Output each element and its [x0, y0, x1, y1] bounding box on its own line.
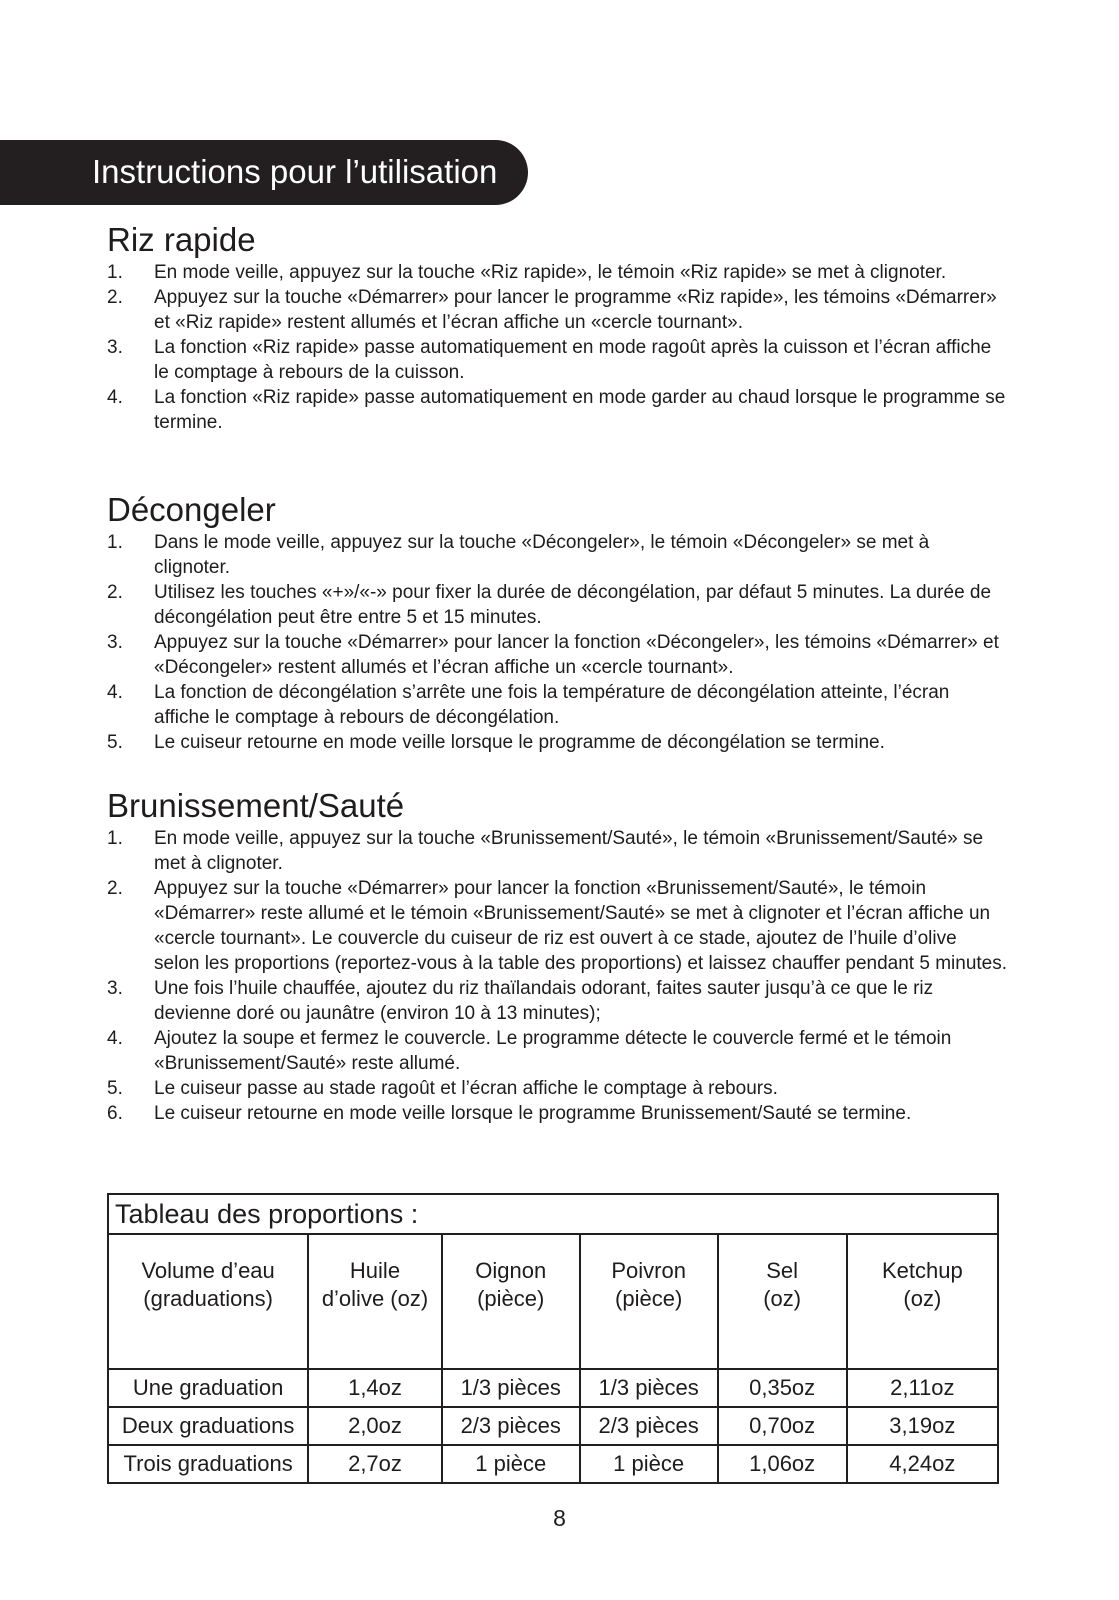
table-cell: Deux graduations: [108, 1407, 308, 1445]
table-cell: 0,70oz: [718, 1407, 847, 1445]
step-item: [107, 285, 1007, 335]
step-item: [107, 730, 1007, 755]
column-header-line: (graduations): [143, 1286, 273, 1311]
column-header-line: Volume d’eau: [141, 1258, 275, 1283]
step-text: En mode veille, appuyez sur la touche «Brunissement/Sauté», le témoin «Brunissement/Sauté» se met à clignoter.: [154, 828, 984, 874]
step-item: [107, 385, 1007, 435]
step-text: La fonction de décongélation s’arrête une fois la température de décongélation atteinte, l’écran affiche le comptage à rebours de décongélation.: [154, 682, 950, 728]
column-header-line: (oz): [763, 1286, 802, 1311]
step-number: 3.: [107, 978, 123, 999]
steps-list: [107, 260, 1007, 435]
table-cell: 2,7oz: [308, 1445, 442, 1483]
table-cell: 1,4oz: [308, 1369, 442, 1407]
step-item: [107, 876, 1007, 976]
table-row: [108, 1445, 998, 1483]
column-header: [442, 1234, 580, 1369]
table-caption: Tableau des proportions :: [108, 1194, 998, 1234]
table-cell: Une graduation: [108, 1369, 308, 1407]
table-cell: 2/3 pièces: [442, 1407, 580, 1445]
step-number: 6.: [107, 1103, 123, 1124]
step-item: [107, 826, 1007, 876]
step-number: 2.: [107, 878, 123, 899]
step-text: Le cuiseur passe au stade ragoût et l’écran affiche le comptage à rebours.: [154, 1078, 778, 1099]
step-text: La fonction «Riz rapide» passe automatiquement en mode garder au chaud lorsque le programme se termine.: [154, 387, 1006, 433]
table-cell: Trois graduations: [108, 1445, 308, 1483]
step-number: 1.: [107, 262, 123, 283]
table-cell: 3,19oz: [847, 1407, 998, 1445]
step-text: Dans le mode veille, appuyez sur la touche «Décongeler», le témoin «Décongeler» se met à clignoter.: [154, 532, 930, 578]
column-header-line: d’olive (oz): [321, 1286, 429, 1311]
step-text: Appuyez sur la touche «Démarrer» pour lancer le programme «Riz rapide», les témoins «Démarrer» et «Riz rapide» restent allumés et l’écran affiche un «cercle tournant».: [154, 287, 997, 333]
step-text: Le cuiseur retourne en mode veille lorsque le programme de décongélation se termine.: [154, 732, 885, 753]
table-cell: 1,06oz: [718, 1445, 847, 1483]
table-cell: 4,24oz: [847, 1445, 998, 1483]
step-item: [107, 1101, 1007, 1126]
page-number: 8: [553, 1505, 566, 1531]
step-item: [107, 976, 1007, 1026]
step-number: 4.: [107, 682, 123, 703]
step-number: 3.: [107, 632, 123, 653]
step-item: [107, 530, 1007, 580]
section-riz-rapide: [107, 222, 1007, 435]
step-text: Une fois l’huile chauffée, ajoutez du riz thaïlandais odorant, faites sauter jusqu’à ce que le riz devienne doré ou jaunâtre (environ 10 à 13 minutes);: [154, 978, 934, 1024]
section-title: Riz rapide: [107, 221, 256, 258]
step-number: 2.: [107, 287, 123, 308]
column-header-line: Oignon: [475, 1258, 547, 1283]
table-cell: 2,11oz: [847, 1369, 998, 1407]
table-cell: 2/3 pièces: [580, 1407, 718, 1445]
step-number: 2.: [107, 582, 123, 603]
page-header-banner: [0, 140, 528, 205]
column-header-line: Poivron: [611, 1258, 686, 1283]
table-cell: 1 pièce: [580, 1445, 718, 1483]
steps-list: [107, 530, 1007, 755]
table-caption-row: [108, 1194, 998, 1234]
step-text: Appuyez sur la touche «Démarrer» pour lancer la fonction «Décongeler», les témoins «Démarrer» et «Décongeler» restent allumés et l’écran affiche un «cercle tournant».: [154, 632, 999, 678]
column-header-line: Huile: [349, 1258, 401, 1283]
step-text: En mode veille, appuyez sur la touche «Riz rapide», le témoin «Riz rapide» se met à clignoter.: [154, 262, 947, 283]
table-cell: 2,0oz: [308, 1407, 442, 1445]
step-text: Appuyez sur la touche «Démarrer» pour lancer la fonction «Brunissement/Sauté», le témoin «Démarrer» reste allumé et le témoin «Brunissement/Sauté» se met à clignoter et l’écran affiche un «cercle tournant». Le couvercle du cuiseur de riz est ouvert à ce stade, ajoutez de l’huile d’olive selon les proportions (reportez-vous à la table des proportions) et laissez chauffer pendant 5 minutes.: [154, 878, 1008, 974]
column-header: [580, 1234, 718, 1369]
step-text: Le cuiseur retourne en mode veille lorsque le programme Brunissement/Sauté se termine.: [154, 1103, 912, 1124]
column-header-line: Sel: [766, 1258, 799, 1283]
column-header-line: Ketchup: [881, 1258, 963, 1283]
steps-list: [107, 826, 1007, 1126]
column-header: [108, 1234, 308, 1369]
step-item: [107, 580, 1007, 630]
section-title: Décongeler: [107, 491, 276, 528]
column-header: [847, 1234, 998, 1369]
table-cell: 0,35oz: [718, 1369, 847, 1407]
table-cell: 1/3 pièces: [442, 1369, 580, 1407]
step-number: 4.: [107, 387, 123, 408]
table-row: [108, 1369, 998, 1407]
step-item: [107, 260, 1007, 285]
table-header-row: [108, 1234, 998, 1369]
step-item: [107, 680, 1007, 730]
column-header-line: (oz): [903, 1286, 942, 1311]
page-header-title: Instructions pour l’utilisation: [92, 153, 498, 190]
step-item: [107, 1026, 1007, 1076]
table-cell: 1 pièce: [442, 1445, 580, 1483]
table-cell: 1/3 pièces: [580, 1369, 718, 1407]
step-text: Utilisez les touches «+»/«-» pour fixer la durée de décongélation, par défaut 5 minutes. La durée de décongélation peut être entre 5 et 15 minutes.: [154, 582, 992, 628]
step-number: 5.: [107, 732, 123, 753]
step-text: La fonction «Riz rapide» passe automatiquement en mode ragoût après la cuisson et l’écran affiche le comptage à rebours de la cuisson.: [154, 337, 992, 383]
step-number: 1.: [107, 828, 123, 849]
column-header: [308, 1234, 442, 1369]
step-number: 5.: [107, 1078, 123, 1099]
step-number: 4.: [107, 1028, 123, 1049]
section-brunissement-saute: [107, 788, 1007, 1126]
step-number: 3.: [107, 337, 123, 358]
step-text: Ajoutez la soupe et fermez le couvercle. Le programme détecte le couvercle fermé et le témoin «Brunissement/Sauté» reste allumé.: [154, 1028, 952, 1074]
column-header-line: (pièce): [477, 1286, 545, 1311]
step-number: 1.: [107, 532, 123, 553]
step-item: [107, 630, 1007, 680]
section-decongeler: [107, 492, 1007, 755]
step-item: [107, 1076, 1007, 1101]
step-item: [107, 335, 1007, 385]
section-title: Brunissement/Sauté: [107, 787, 405, 824]
column-header: [718, 1234, 847, 1369]
column-header-line: (pièce): [615, 1286, 683, 1311]
table-row: [108, 1407, 998, 1445]
proportions-table: [107, 1193, 999, 1484]
